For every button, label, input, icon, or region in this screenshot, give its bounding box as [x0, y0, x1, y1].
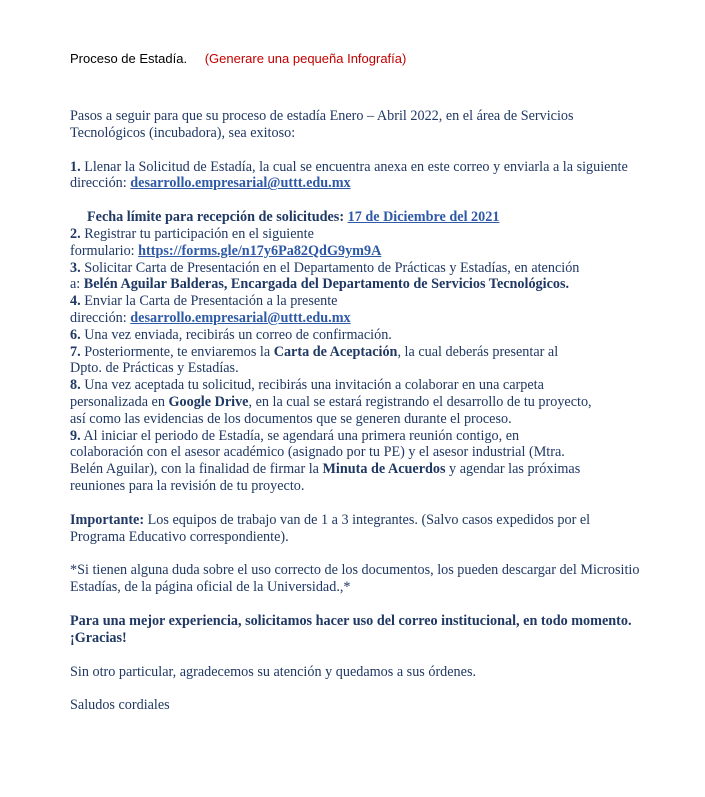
step-6: [70, 327, 640, 344]
step-number: 8.: [70, 377, 81, 394]
step-3: [70, 260, 640, 294]
step-text: Posteriormente, te enviaremos la: [84, 343, 271, 360]
step-text: Belén Aguilar), con la finalidad de firmar la: [70, 461, 319, 478]
document-header: [70, 51, 406, 66]
step-1: [70, 159, 640, 193]
step-text: reuniones para la revisión de tu proyecto.: [70, 477, 305, 494]
step-text: así como las evidencias de los documentos que se generen durante el proceso.: [70, 410, 512, 427]
deadline-date[interactable]: 17 de Diciembre del 2021: [347, 209, 500, 226]
step-number: 1.: [70, 158, 81, 175]
step-2: [70, 226, 640, 260]
email-link[interactable]: desarrollo.empresarial@uttt.edu.mx: [130, 309, 351, 326]
step-text: Registrar tu participación en el siguiente: [84, 225, 314, 242]
step-text: y agendar las próximas: [449, 461, 581, 478]
recommend-text: Para una mejor experiencia, solicitamos hacer uso del correo institucional, en todo momento. ¡Gracias!: [70, 612, 632, 646]
important-paragraph: [70, 512, 640, 546]
step-7: [70, 344, 640, 378]
step-text: Enviar la Carta de Presentación a la presente: [84, 293, 338, 310]
closing-paragraph: Sin otro particular, agradecemos su atención y quedamos a sus órdenes.: [70, 663, 477, 680]
document-body: [70, 108, 640, 714]
step-prefix: a:: [70, 276, 81, 293]
step-number: 6.: [70, 326, 81, 343]
step-bold: Google Drive: [168, 393, 249, 410]
recommend-paragraph: [70, 613, 640, 647]
step-text: , en la cual se estará registrando el desarrollo de tu proyecto,: [248, 393, 592, 410]
form-link[interactable]: https://forms.gle/n17y6Pa82QdG9ym9A: [138, 242, 382, 259]
deadline-line: [70, 209, 640, 226]
doubt-paragraph: *Si tienen alguna duda sobre el uso correcto de los documentos, los pueden descargar del Micrositio Estadías, de la página oficial de la Universidad.,*: [70, 562, 640, 596]
step-prefix: formulario:: [70, 242, 135, 259]
step-text: personalizada en: [70, 393, 165, 410]
step-bold: Carta de Aceptación: [273, 343, 398, 360]
step-number: 3.: [70, 259, 81, 276]
step-number: 2.: [70, 225, 81, 242]
deadline-label: Fecha límite para recepción de solicitudes:: [87, 209, 345, 226]
important-label: Importante:: [70, 511, 145, 528]
step-number: 4.: [70, 293, 81, 310]
step-text: Una vez enviada, recibirás un correo de confirmación.: [84, 326, 392, 343]
step-text: colaboración con el asesor académico (asignado por tu PE) y el asesor industrial (Mtra.: [70, 444, 565, 461]
step-4: [70, 293, 640, 327]
step-text: , la cual deberás presentar al: [397, 343, 559, 360]
step-number: 9.: [70, 427, 81, 444]
steps-list: [70, 159, 640, 495]
step-9: [70, 428, 640, 495]
header-title: Proceso de Estadía.: [70, 51, 188, 66]
step-prefix: dirección:: [70, 309, 127, 326]
step-text: Llenar la Solicitud de Estadía, la cual se encuentra anexa en este correo y enviarla a la siguiente: [84, 158, 628, 175]
step-prefix: dirección:: [70, 175, 127, 192]
step-8: [70, 377, 640, 427]
step-text: Solicitar Carta de Presentación en el Departamento de Prácticas y Estadías, en atención: [84, 259, 580, 276]
step-number: 7.: [70, 343, 81, 360]
step-text: Una vez aceptada tu solicitud, recibirás una invitación a colaborar en una carpeta: [84, 377, 544, 394]
step-bold: Belén Aguilar Balderas, Encargada del Departamento de Servicios Tecnológicos.: [83, 276, 570, 293]
step-text: Dpto. de Prácticas y Estadías.: [70, 360, 239, 377]
regards-paragraph: Saludos cordiales: [70, 697, 170, 714]
intro-paragraph: Pasos a seguir para que su proceso de estadía Enero – Abril 2022, en el área de Servicios Tecnológicos (incubadora), sea exitoso:: [70, 108, 574, 141]
header-note: (Generare una pequeña Infografía): [204, 51, 407, 66]
step-text: Al iniciar el periodo de Estadía, se agendará una primera reunión contigo, en: [83, 427, 520, 444]
email-link[interactable]: desarrollo.empresarial@uttt.edu.mx: [130, 175, 351, 192]
important-text: Los equipos de trabajo van de 1 a 3 integrantes. (Salvo casos expedidos por el Programa Educativo correspondiente).: [70, 511, 591, 545]
step-bold: Minuta de Acuerdos: [322, 461, 446, 478]
